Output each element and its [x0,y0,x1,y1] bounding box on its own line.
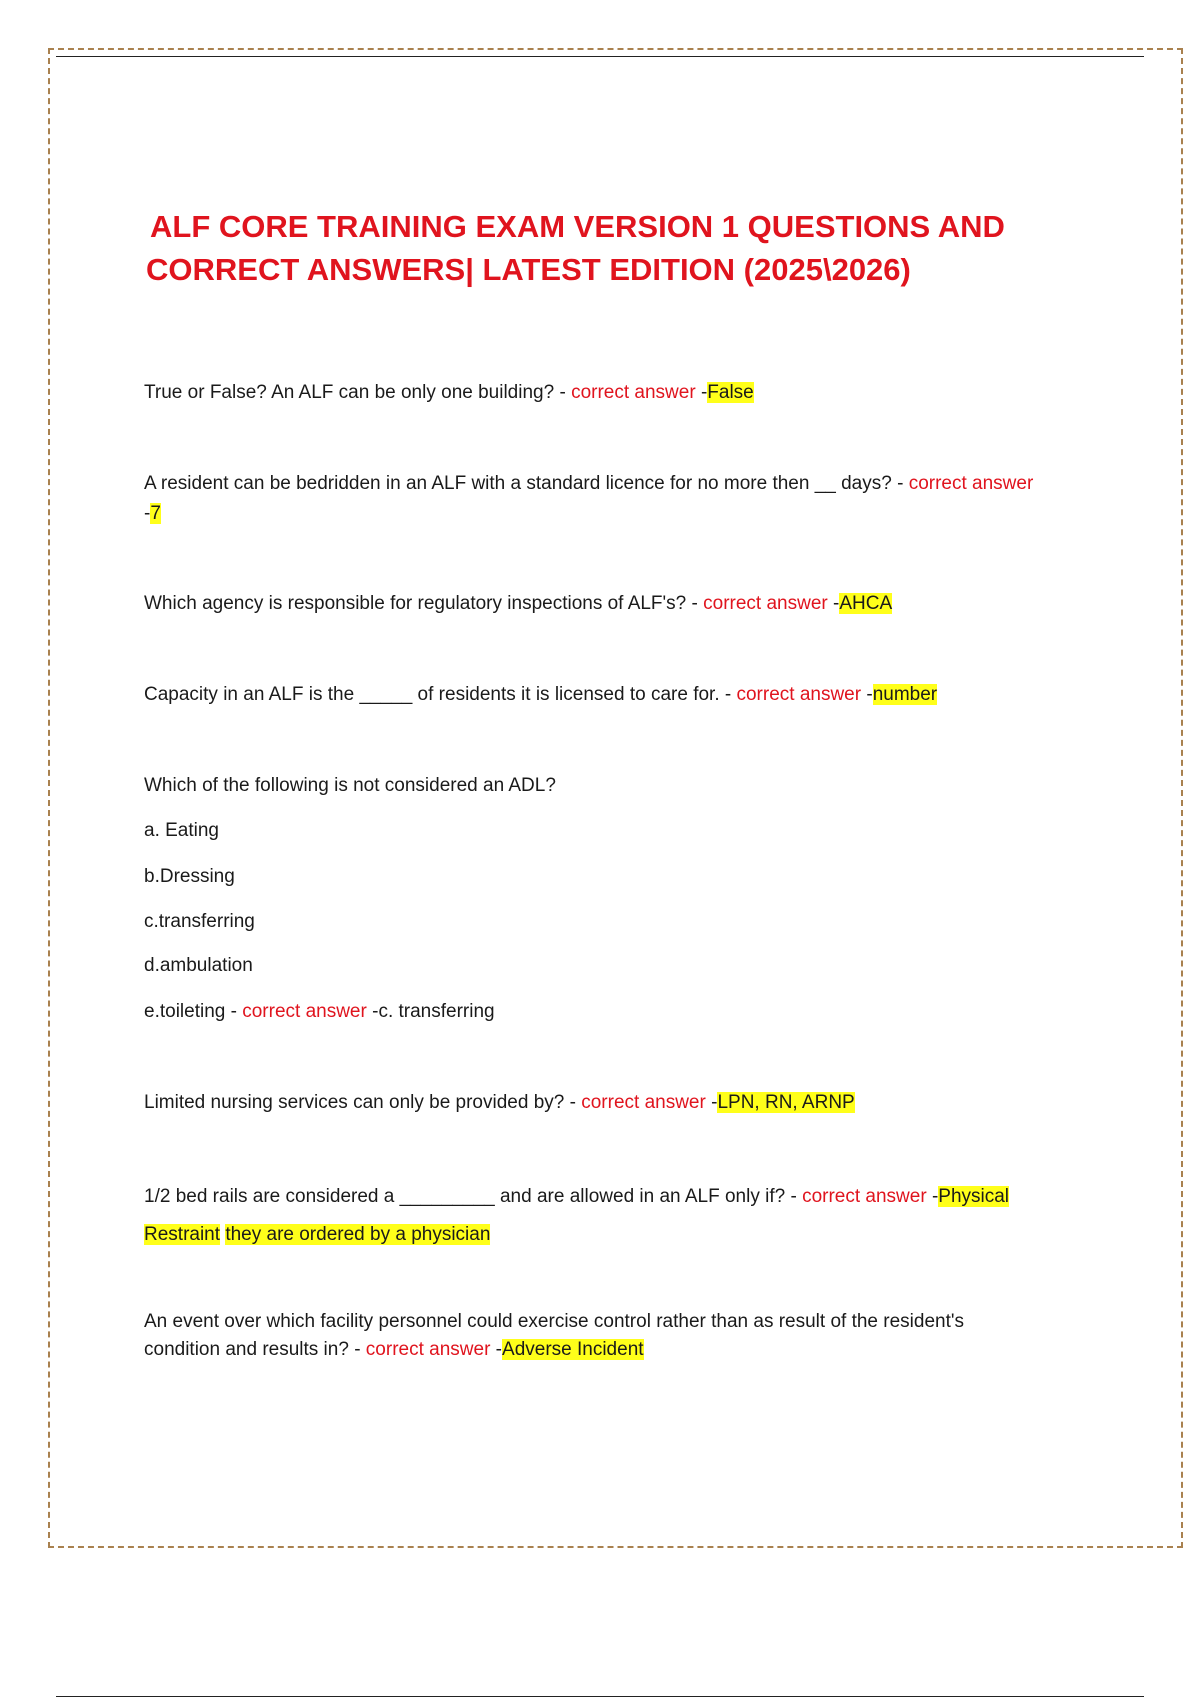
answer-highlight: they are ordered by a physician [225,1224,491,1245]
answer-prefix: - [827,593,840,614]
answer-highlight: LPN, RN, ARNP [717,1092,855,1113]
answer-highlight: Restraint [144,1224,221,1245]
option-e-text: e.toileting - [144,1001,243,1022]
answer-prefix: - [144,503,151,524]
question-7 [144,1178,1064,1254]
answer-prefix: - [490,1339,503,1360]
question-text: A resident can be bedridden in an ALF with a standard licence for no more then __ days? - [144,473,909,494]
answer-label: correct answer [242,1001,367,1022]
document-title [146,205,1046,291]
option-c: c.transferring [144,911,255,932]
answer-label: correct answer [581,1092,706,1113]
option-b: b.Dressing [144,866,235,887]
answer-label: correct answer [365,1339,491,1360]
bottom-rule [56,1696,1144,1697]
question-text: Which agency is responsible for regulatory inspections of ALF's? - [144,593,704,614]
question-8 [144,1308,1044,1364]
option-d: d.ambulation [144,955,253,976]
answer-highlight: 7 [150,503,161,524]
answer-prefix: - [861,684,873,705]
answer-highlight: False [707,382,754,403]
answer-text: c. transferring [378,1001,495,1022]
question-text: True or False? An ALF can be only one building? - [144,382,572,403]
answer-highlight: Adverse Incident [502,1339,644,1360]
answer-prefix: - [366,1001,379,1022]
answer-label: correct answer [571,382,696,403]
answer-highlight: number [872,684,938,705]
question-3 [144,589,1064,619]
question-1 [144,378,1064,408]
question-4 [144,680,1064,710]
option-a: a. Eating [144,820,219,841]
option-e [144,997,495,1027]
answer-label: correct answer [736,684,862,705]
answer-label: correct answer [802,1186,927,1207]
question-6 [144,1088,1064,1118]
title-line-1: ALF CORE TRAINING EXAM VERSION 1 QUESTIONS AND [150,209,1005,244]
answer-highlight: AHCA [839,593,893,614]
question-text: An event over which facility personnel could exercise control rather than as result of the resident's condition and results in? - [144,1311,964,1360]
answer-highlight: Physical [938,1186,1010,1207]
top-rule [56,56,1144,57]
answer-prefix: - [926,1186,939,1207]
question-text: 1/2 bed rails are considered a _________ and are allowed in an ALF only if? - [144,1186,803,1207]
answer-label: correct answer [703,593,828,614]
question-2 [144,469,1034,529]
answer-prefix: - [695,382,708,403]
question-text: Capacity in an ALF is the _____ of residents it is licensed to care for. - [144,684,737,705]
question-5: Which of the following is not considered an ADL? [144,775,556,796]
question-text: Limited nursing services can only be provided by? - [144,1092,582,1113]
title-line-2: CORRECT ANSWERS| LATEST EDITION (2025\2026) [146,252,911,287]
answer-prefix: - [705,1092,718,1113]
answer-label: correct answer [908,473,1034,494]
